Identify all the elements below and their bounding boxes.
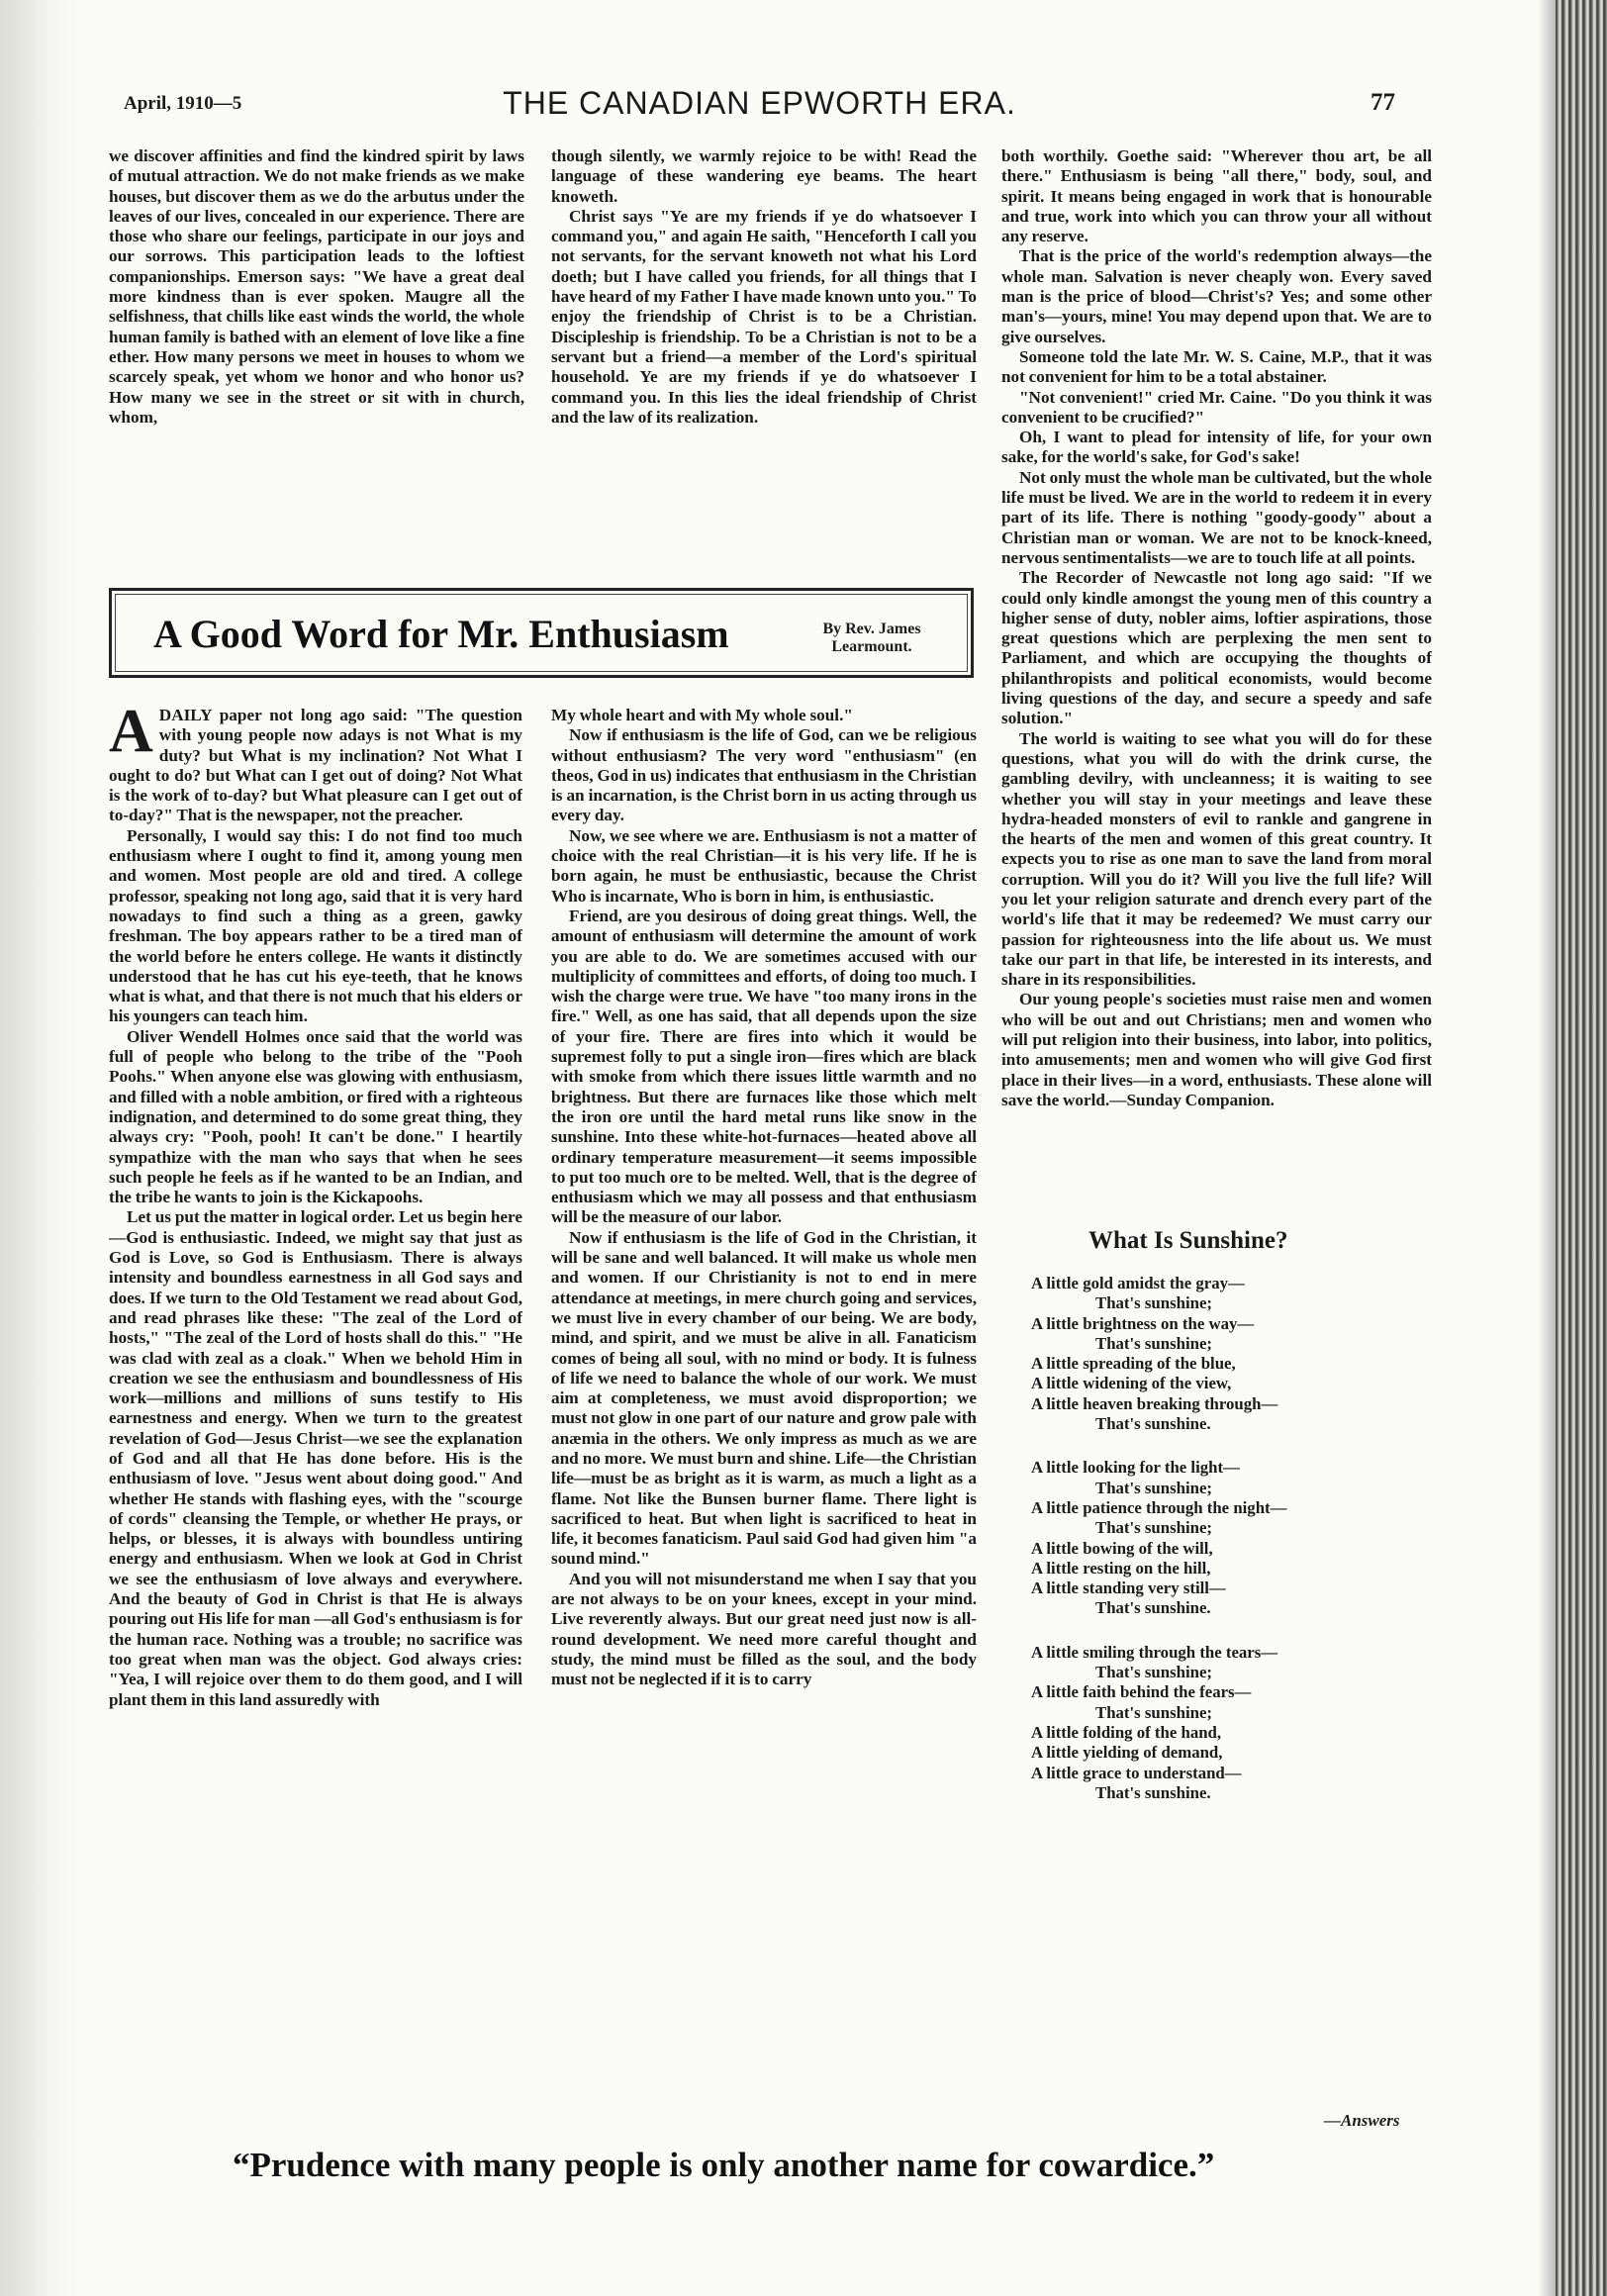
poem-line: A little widening of the view, [1031,1374,1232,1393]
paragraph: "Not convenient!" cried Mr. Caine. "Do you think it was convenient to be crucified?" [1001,387,1432,427]
paragraph: Now if enthusiasm is the life of God, can we be religious without enthusiasm? The very word "enthusiasm" (en theos, God in us) indicates that enthusiasm in the Christian is an incarnation, is the Christ born in us acting through us every day. [551,725,977,825]
poem-body [1031,1274,1417,1803]
poem-line: A little bowing of the will, [1031,1538,1213,1558]
poem-line: A little spreading of the blue, [1031,1354,1236,1374]
poem-line: A little grace to understand— [1031,1763,1242,1782]
paragraph: My whole heart and with My whole soul." [551,706,853,724]
paragraph: Now, we see where we are. Enthusiasm is not a matter of choice with the real Christian—it is his very life. If he is born again, he must be enthusiastic, because the Christ Who is incarnate, Who is born in him, is enthusiastic. [551,825,977,906]
poem-line: That's sunshine. [1095,1414,1211,1434]
poem-line: That's sunshine. [1095,1598,1211,1618]
poem-credit: —Answers [1324,2111,1400,2130]
top-left-column [109,146,524,542]
magazine-title: THE CANADIAN EPWORTH ERA. [503,85,1016,121]
lead-paragraph [109,706,522,826]
paragraph: Not only must the whole man be cultivated, but the whole life must be lived. We are in the world to redeem it in every part of its life. There is nothing "goody-goody" about a Christian man or woman. We are not to be knock-kneed, nervous sentimentalists—we are to touch life at all points. [1001,467,1432,567]
article-title: A Good Word for Mr. Enthusiasm [153,612,729,656]
byline-line: Learmount. [831,638,912,655]
paragraph: That is the price of the world's redemption always—the whole man. Salvation is never cheaply won. Every saved man is the price of blood—Christ's? Yes; and some other man's—yours, mine! You may depend upon that. We are to give ourselves. [1001,246,1432,346]
stanza-gap [1031,1619,1417,1643]
poem-title: What Is Sunshine? [1088,1227,1288,1254]
paragraph: Now if enthusiasm is the life of God in the Christian, it will be sane and well balanced. It will make us whole men and women. If our Christianity is not to end in mere attendance at meetings, in mere church going and services, we must live in every chamber of our being. We are body, mind, and spirit, and we must be alive in all. Fanaticism comes of being all soul, with no mind or body. It is fulness of life we need to balance the whole of our work. We must aim at completeness, we must avoid disproportion; we must not glow in one part of our nature and grow pale with anæmia in the others. We only impress as much as we are and no more. We must burn and shine. Life—the Christian life—must be as bright as it is warm, as much a light as a flame. Not like the Bunsen burner flame. There light is sacrificed to heat. But when light is sacrificed to heat in life, it becomes fanaticism. Paul said God had given him "a sound mind." [551,1227,977,1569]
lead-text: DAILY paper not long ago said: "The question with young people now adays is not What is my duty? but What is my inclination? Not What I ought to do? but What can I get out of doing? Not What is the work of to-day? but What pleasure can I get out of to-day?" That is the newspaper, not the preacher. [109,706,522,825]
article-column-3 [1001,146,1432,1205]
stanza-gap [1031,1434,1417,1458]
footer-quote: “Prudence with many people is only another name for cowardice.” [233,2146,1215,2184]
page-edge-shading [0,0,79,2296]
poem-line: That's sunshine; [1095,1518,1212,1538]
book-binding-edge [1556,0,1607,2296]
page-number: 77 [1371,89,1395,116]
article-column-2 [551,706,977,2160]
poem-line: A little resting on the hill, [1031,1558,1211,1578]
poem-line: That's sunshine; [1095,1663,1212,1682]
paragraph: And you will not misunderstand me when I say that you are not always to be on your knees, except in your mind. Live reverently always. But our great need just now is all-round development. We need more careful thought and study, the mind must be filled as the soul, and the body must not be neglected if it is to carry [551,1569,977,1689]
poem-line: That's sunshine; [1095,1702,1212,1722]
paragraph: Friend, are you desirous of doing great things. Well, the amount of enthusiasm will determine the amount of work you are able to do. We are sometimes accused with our multiplicity of committees and efforts, of doing too much. I wish the charge were true. We have "too many irons in the fire." Well, as one has said, that all depends upon the size of your fire. There are fires into which it would be supremest folly to put a single iron—fires which are black with smoke from which there issues little warmth and no brightness. But there are furnaces like those which melt the iron ore until the hard metal runs like snow in the sunshine. Into these white-hot-furnaces—heated above all ordinary temperature measurement—it seems impossible to put too much ore to be melted. Well, that is the degree of enthusiasm which we may all possess and that enthusiasm will be the measure of our labor. [551,906,977,1227]
paragraph: Christ says "Ye are my friends if ye do whatsoever I command you," and again He saith, "Henceforth I call you not servants, for the servant knoweth not what his Lord doeth; but I have called you friends, for all things that I have heard of my Father I have made known unto you." To enjoy the friendship of Christ is to be a Christian. Discipleship is friendship. To be a Christian is not to be a servant but a friend—a member of the Lord's spiritual household. Ye are my friends if ye do whatsoever I command you. In this lies the ideal friendship of Christ and the law of its realization. [551,206,977,427]
drop-cap: A [109,706,153,765]
poem-line: A little yielding of demand, [1031,1743,1223,1763]
paragraph: The Recorder of Newcastle not long ago said: "If we could only kindle amongst the young men of this country a higher sense of duty, nobler aims, loftier aspirations, those great questions which are perplexing the men sent to Parliament, and which are occupying the thoughts of philanthropists and political economists, would become living questions of the day, and secure a speedy and safe solution." [1001,568,1432,728]
top-middle-column [551,146,977,542]
poem-line: A little smiling through the tears— [1031,1642,1278,1662]
paragraph: Personally, I would say this: I do not find too much enthusiasm where I ought to find it, among young men and women. Most people are old and tired. A college professor, speaking not long ago, said that it is very hard nowadays to find such a thing as a green, gawky freshman. The boy appears rather to be a tired man of the world before he enters college. He wants it distinctly understood that he has cut his eye-teeth, that he knows what is what, and that there is not much that his elders or his youngers can teach him. [109,825,522,1026]
paragraph: Let us put the matter in logical order. Let us begin here—God is enthusiastic. Indeed, we might say that just as God is Love, so God is Enthusiasm. There is always intensity and boundless earnestness in all God says and does. If we turn to the Old Testament we read about God, and read phrases like these: "The zeal of the Lord of hosts," "The zeal of the Lord of hosts shall do this." "He was clad with zeal as a cloak." When we behold Him in creation we see the enthusiasm and boundlessness of His work—millions and millions of suns testify to His earnestness and energy. When we turn to the greatest revelation of God—Jesus Christ—we see the explanation of God and all that He has done before. His is the enthusiasm of love. "Jesus went about doing good." And whether He stands with flashing eyes, with the "scourge of cords" cleansing the Temple, or whether He prays, or helps, or blesses, it is always with boundless untiring energy and enthusiasm. When we look at God in Christ we see the enthusiasm of love always and everywhere. And the beauty of God in Christ is that He is always pouring out His life for man —all God's enthusiasm is for the human race. Nothing was a trouble; no sacrifice was too great when man was the object. God always cries: "Yea, I will rejoice over them to do them good, and I will plant them in this land assuredly with [109,1207,522,1709]
article-byline [793,621,951,656]
paragraph: Our young people's societies must raise men and women who will be out and out Christians; men and women who will put religion into their business, into labor, into politics, into amusements; men and women who will give God first place in their lives—in a word, enthusiasts. These alone will save the world.—Sunday Companion. [1001,990,1432,1109]
paragraph: Oliver Wendell Holmes once said that the world was full of people who belong to the tribe of the "Pooh Poohs." When anyone else was glowing with enthusiasm, and filled with a noble ambition, or fired with a righteous indignation, and determined to do some great thing, they always cry: "Pooh, pooh! It can't be done." I heartily sympathize with the man who says that when he sees such people he feels as if he wanted to be an Indian, and the tribe he wants to join is the Kickapoohs. [109,1026,522,1207]
poem-line: A little heaven breaking through— [1031,1393,1278,1413]
paragraph: we discover affinities and find the kindred spirit by laws of mutual attraction. We do not make friends as we make houses, but discover them as we do the arbutus under the leaves of our lives, concealed in our experience. There are those who share our feelings, participate in our joys and our sorrows. This participation leads to the loftiest companionships. Emerson says: "We have a great deal more kindness than is ever spoken. Maugre all the selfishness, that chills like east winds the world, the whole human family is bathed with an element of love like a fine ether. How many persons we meet in houses to whom we scarcely speak, yet whom we honor and who honor us? How many we see in the street or sit with in church, whom, [109,146,524,427]
poem-line: A little brightness on the way— [1031,1313,1255,1333]
poem-line: That's sunshine; [1095,1478,1212,1497]
poem-line: A little patience through the night— [1031,1497,1287,1517]
poem-line: A little standing very still— [1031,1578,1226,1598]
paragraph: though silently, we warmly rejoice to be with! Read the language of these wandering eye beams. The heart knoweth. [551,146,977,206]
poem-line: That's sunshine. [1095,1782,1211,1802]
page-header [124,85,1395,125]
byline-line: By Rev. James [822,621,921,637]
poem-line: That's sunshine; [1095,1333,1212,1353]
paragraph: Someone told the late Mr. W. S. Caine, M.P., that it was not convenient for him to be a total abstainer. [1001,346,1432,387]
paragraph: The world is waiting to see what you will do for these questions, what you will do with the drink curse, the gambling devilry, with uncleanness; it is waiting to see whether you will stay in your meetings and leave these hydra-headed monsters of evil to rankle and gangrene in the hearts of the men and women of this great country. It expects you to rise as one man to save the land from moral corruption. Will you do it? Will you live the full life? Will you let your religion saturate and drench every part of the world's life that it may be redeemed? We must carry our passion for righteousness into the life about us. We must take our part in that life, be interested in its interests, and share in its responsibilities. [1001,728,1432,990]
binding-shadow [1538,0,1556,2296]
poem-line: A little gold amidst the gray— [1031,1274,1245,1292]
poem-line: A little folding of the hand, [1031,1722,1222,1742]
issue-date: April, 1910—5 [124,93,242,114]
paragraph: both worthily. Goethe said: "Wherever thou art, be all there." Enthusiasm is being "all there," body, soul, and spirit. It means being engaged in work that is honourable and true, work into which you can throw your all without any reserve. [1001,146,1432,246]
poem-line: That's sunshine; [1095,1293,1212,1313]
poem-line: A little looking for the light— [1031,1458,1240,1478]
article-column-1 [109,706,522,2160]
article-title-box [109,588,974,678]
paragraph: Oh, I want to plead for intensity of life, for your own sake, for the world's sake, for God's sake! [1001,428,1432,467]
poem-line: A little faith behind the fears— [1031,1682,1252,1702]
